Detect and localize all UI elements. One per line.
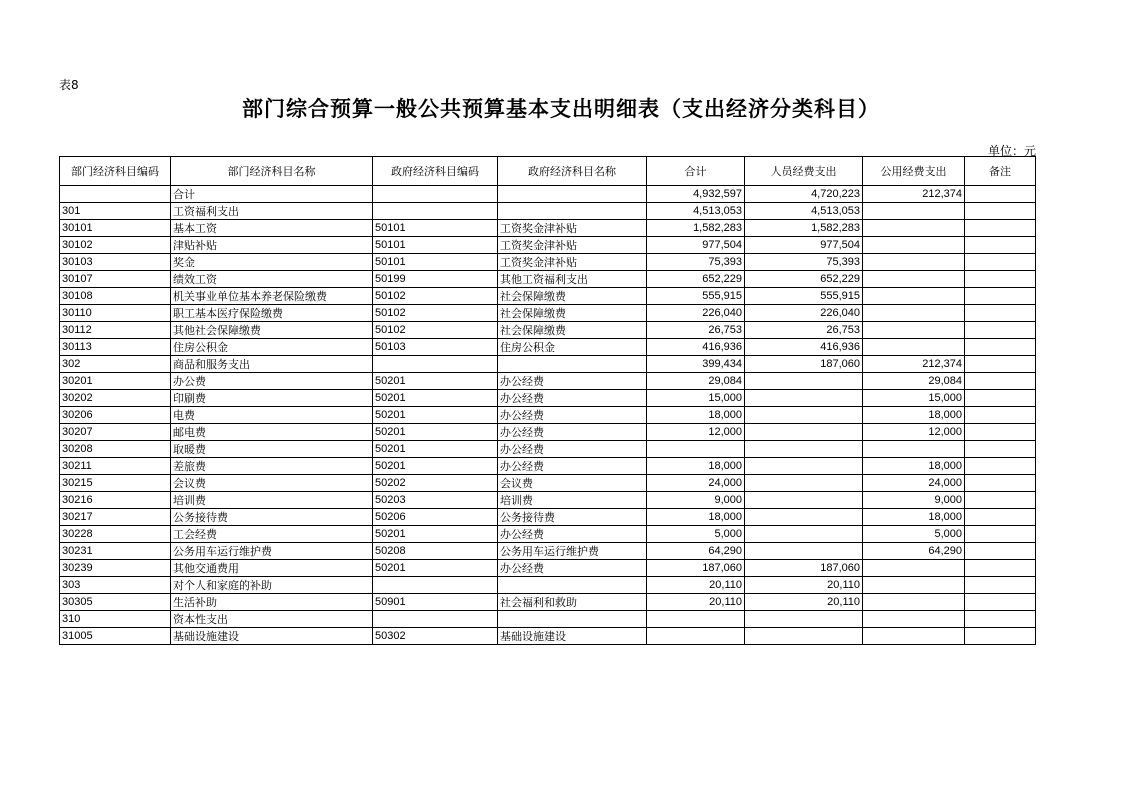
table-row [60,509,1036,526]
gov-code-cell: 50201 [373,560,498,577]
econ-code-cell: 30101 [60,220,171,237]
table-row [60,237,1036,254]
table-row [60,407,1036,424]
public-cell [863,220,965,237]
gov-code-cell: 50102 [373,322,498,339]
budget-detail-table [59,156,1036,645]
table-row [60,339,1036,356]
personnel-cell [745,424,863,441]
gov-code-cell: 50901 [373,594,498,611]
econ-code-cell: 30112 [60,322,171,339]
gov-name-cell: 办公经费 [498,526,647,543]
note-cell [965,373,1036,390]
table-row [60,390,1036,407]
econ-name-cell: 绩效工资 [171,271,373,288]
econ-name-cell: 公务用车运行维护费 [171,543,373,560]
gov-code-cell: 50201 [373,390,498,407]
note-cell [965,628,1036,645]
personnel-cell [745,407,863,424]
gov-code-cell: 50203 [373,492,498,509]
note-cell [965,322,1036,339]
econ-code-cell: 30305 [60,594,171,611]
gov-name-cell [498,356,647,373]
gov-code-cell: 50101 [373,220,498,237]
econ-name-cell: 生活补助 [171,594,373,611]
gov-name-cell: 培训费 [498,492,647,509]
econ-code-cell: 30206 [60,407,171,424]
public-cell [863,271,965,288]
gov-code-cell: 50102 [373,288,498,305]
personnel-cell: 20,110 [745,594,863,611]
total-cell: 4,513,053 [647,203,745,220]
personnel-cell: 652,229 [745,271,863,288]
econ-name-cell: 邮电费 [171,424,373,441]
gov-name-cell [498,611,647,628]
personnel-cell [745,390,863,407]
personnel-cell [745,611,863,628]
gov-name-cell: 办公经费 [498,407,647,424]
personnel-cell: 4,513,053 [745,203,863,220]
note-cell [965,220,1036,237]
gov-name-cell: 公务接待费 [498,509,647,526]
total-cell: 187,060 [647,560,745,577]
econ-name-cell: 资本性支出 [171,611,373,628]
gov-name-cell: 其他工资福利支出 [498,271,647,288]
personnel-cell: 555,915 [745,288,863,305]
note-cell [965,594,1036,611]
gov-name-cell [498,203,647,220]
econ-name-cell: 机关事业单位基本养老保险缴费 [171,288,373,305]
econ-name-cell: 印刷费 [171,390,373,407]
personnel-cell [745,475,863,492]
table-row [60,356,1036,373]
econ-code-cell: 30239 [60,560,171,577]
table-row [60,288,1036,305]
econ-name-cell: 公务接待费 [171,509,373,526]
note-cell [965,390,1036,407]
public-cell [863,628,965,645]
total-cell: 18,000 [647,509,745,526]
gov-name-cell: 社会福利和救助 [498,594,647,611]
table-row [60,526,1036,543]
table-row [60,220,1036,237]
personnel-cell [745,543,863,560]
personnel-cell [745,458,863,475]
personnel-cell: 187,060 [745,560,863,577]
table-row [60,577,1036,594]
econ-code-cell: 30231 [60,543,171,560]
total-cell [647,611,745,628]
note-cell [965,203,1036,220]
gov-name-cell: 办公经费 [498,424,647,441]
econ-code-cell: 303 [60,577,171,594]
table-row [60,271,1036,288]
note-cell [965,356,1036,373]
public-cell [863,611,965,628]
table-row [60,305,1036,322]
econ-name-cell: 基础设施建设 [171,628,373,645]
total-cell: 29,084 [647,373,745,390]
note-cell [965,254,1036,271]
total-cell: 555,915 [647,288,745,305]
gov-name-cell: 公务用车运行维护费 [498,543,647,560]
total-cell: 20,110 [647,577,745,594]
table-row [60,543,1036,560]
gov-name-cell: 基础设施建设 [498,628,647,645]
public-cell [863,288,965,305]
total-cell: 75,393 [647,254,745,271]
gov-code-cell: 50208 [373,543,498,560]
econ-code-cell: 30216 [60,492,171,509]
public-cell: 15,000 [863,390,965,407]
gov-code-cell: 50199 [373,271,498,288]
gov-name-cell: 办公经费 [498,390,647,407]
public-cell [863,577,965,594]
total-cell: 18,000 [647,407,745,424]
gov-code-cell: 50101 [373,237,498,254]
gov-code-cell: 50103 [373,339,498,356]
note-cell [965,305,1036,322]
total-cell: 4,932,597 [647,186,745,203]
econ-code-cell: 30113 [60,339,171,356]
column-header: 备注 [965,157,1036,186]
gov-code-cell [373,186,498,203]
column-header: 部门经济科目编码 [60,157,171,186]
econ-code-cell: 302 [60,356,171,373]
econ-name-cell: 对个人和家庭的补助 [171,577,373,594]
public-cell [863,560,965,577]
econ-name-cell: 工会经费 [171,526,373,543]
table-row [60,492,1036,509]
econ-name-cell: 奖金 [171,254,373,271]
total-cell: 9,000 [647,492,745,509]
gov-code-cell: 50201 [373,407,498,424]
personnel-cell: 1,582,283 [745,220,863,237]
total-cell: 26,753 [647,322,745,339]
econ-name-cell: 住房公积金 [171,339,373,356]
econ-name-cell: 商品和服务支出 [171,356,373,373]
gov-name-cell [498,186,647,203]
personnel-cell: 20,110 [745,577,863,594]
gov-name-cell: 办公经费 [498,560,647,577]
gov-name-cell: 工资奖金津补贴 [498,254,647,271]
econ-code-cell: 30102 [60,237,171,254]
gov-code-cell [373,203,498,220]
table-row [60,628,1036,645]
table-row [60,594,1036,611]
total-cell: 18,000 [647,458,745,475]
public-cell: 64,290 [863,543,965,560]
total-cell: 20,110 [647,594,745,611]
public-cell: 18,000 [863,407,965,424]
unit-label: 单位：元 [988,144,1037,158]
total-cell: 15,000 [647,390,745,407]
personnel-cell [745,441,863,458]
table-row [60,560,1036,577]
table-row [60,441,1036,458]
personnel-cell: 75,393 [745,254,863,271]
note-cell [965,475,1036,492]
total-cell: 652,229 [647,271,745,288]
gov-code-cell [373,356,498,373]
econ-code-cell: 30103 [60,254,171,271]
gov-code-cell: 50101 [373,254,498,271]
gov-name-cell: 办公经费 [498,458,647,475]
econ-code-cell: 30208 [60,441,171,458]
econ-code-cell [60,186,171,203]
note-cell [965,186,1036,203]
personnel-cell: 26,753 [745,322,863,339]
econ-name-cell: 办公费 [171,373,373,390]
gov-name-cell: 工资奖金津补贴 [498,220,647,237]
econ-name-cell: 职工基本医疗保险缴费 [171,305,373,322]
econ-code-cell: 310 [60,611,171,628]
public-cell [863,254,965,271]
econ-name-cell: 津贴补贴 [171,237,373,254]
gov-name-cell: 社会保障缴费 [498,305,647,322]
gov-code-cell: 50102 [373,305,498,322]
econ-name-cell: 其他交通费用 [171,560,373,577]
table-row [60,322,1036,339]
table-row [60,611,1036,628]
note-cell [965,509,1036,526]
column-header: 人员经费支出 [745,157,863,186]
gov-code-cell: 50206 [373,509,498,526]
gov-code-cell: 50302 [373,628,498,645]
note-cell [965,560,1036,577]
econ-code-cell: 30215 [60,475,171,492]
econ-code-cell: 30110 [60,305,171,322]
column-header: 合计 [647,157,745,186]
table-row [60,424,1036,441]
table-row [60,475,1036,492]
econ-code-cell: 30217 [60,509,171,526]
total-cell: 977,504 [647,237,745,254]
page-title: 部门综合预算一般公共预算基本支出明细表（支出经济分类科目） [242,96,880,121]
econ-code-cell: 30201 [60,373,171,390]
personnel-cell [745,509,863,526]
note-cell [965,441,1036,458]
note-cell [965,492,1036,509]
personnel-cell: 416,936 [745,339,863,356]
note-cell [965,407,1036,424]
gov-code-cell [373,577,498,594]
gov-name-cell: 社会保障缴费 [498,288,647,305]
public-cell: 9,000 [863,492,965,509]
econ-name-cell: 电费 [171,407,373,424]
table-row [60,254,1036,271]
public-cell: 212,374 [863,186,965,203]
table-body [60,186,1036,645]
gov-code-cell: 50202 [373,475,498,492]
public-cell [863,441,965,458]
column-header: 政府经济科目名称 [498,157,647,186]
public-cell: 5,000 [863,526,965,543]
public-cell [863,237,965,254]
gov-name-cell: 办公经费 [498,373,647,390]
econ-name-cell: 会议费 [171,475,373,492]
econ-name-cell: 其他社会保障缴费 [171,322,373,339]
public-cell: 29,084 [863,373,965,390]
total-cell: 12,000 [647,424,745,441]
public-cell: 18,000 [863,458,965,475]
gov-code-cell: 50201 [373,458,498,475]
table-row [60,373,1036,390]
note-cell [965,526,1036,543]
gov-name-cell: 办公经费 [498,441,647,458]
econ-code-cell: 30108 [60,288,171,305]
personnel-cell: 977,504 [745,237,863,254]
table-number-label: 表8 [59,78,79,92]
gov-code-cell [373,611,498,628]
public-cell [863,203,965,220]
note-cell [965,577,1036,594]
total-cell [647,628,745,645]
personnel-cell [745,373,863,390]
total-cell: 5,000 [647,526,745,543]
econ-code-cell: 30207 [60,424,171,441]
public-cell: 18,000 [863,509,965,526]
table-row [60,186,1036,203]
personnel-cell: 226,040 [745,305,863,322]
gov-code-cell: 50201 [373,373,498,390]
personnel-cell [745,526,863,543]
total-cell: 226,040 [647,305,745,322]
note-cell [965,271,1036,288]
public-cell: 212,374 [863,356,965,373]
gov-name-cell: 社会保障缴费 [498,322,647,339]
gov-code-cell: 50201 [373,441,498,458]
total-cell: 24,000 [647,475,745,492]
personnel-cell [745,492,863,509]
total-cell: 399,434 [647,356,745,373]
public-cell [863,305,965,322]
total-cell: 1,582,283 [647,220,745,237]
column-header: 公用经费支出 [863,157,965,186]
public-cell [863,594,965,611]
gov-code-cell: 50201 [373,526,498,543]
table-row [60,203,1036,220]
econ-code-cell: 30202 [60,390,171,407]
total-cell: 416,936 [647,339,745,356]
gov-name-cell: 工资奖金津补贴 [498,237,647,254]
column-header: 部门经济科目名称 [171,157,373,186]
public-cell: 12,000 [863,424,965,441]
gov-name-cell: 住房公积金 [498,339,647,356]
econ-name-cell: 工资福利支出 [171,203,373,220]
econ-name-cell: 培训费 [171,492,373,509]
econ-name-cell: 基本工资 [171,220,373,237]
note-cell [965,424,1036,441]
econ-code-cell: 30228 [60,526,171,543]
econ-code-cell: 30107 [60,271,171,288]
econ-name-cell: 取暖费 [171,441,373,458]
econ-code-cell: 31005 [60,628,171,645]
gov-code-cell: 50201 [373,424,498,441]
gov-name-cell [498,577,647,594]
note-cell [965,339,1036,356]
personnel-cell: 4,720,223 [745,186,863,203]
public-cell [863,339,965,356]
total-cell [647,441,745,458]
personnel-cell [745,628,863,645]
personnel-cell: 187,060 [745,356,863,373]
public-cell [863,322,965,339]
note-cell [965,237,1036,254]
econ-code-cell: 301 [60,203,171,220]
econ-name-cell: 差旅费 [171,458,373,475]
note-cell [965,611,1036,628]
note-cell [965,543,1036,560]
note-cell [965,288,1036,305]
total-cell: 64,290 [647,543,745,560]
public-cell: 24,000 [863,475,965,492]
econ-code-cell: 30211 [60,458,171,475]
column-header: 政府经济科目编码 [373,157,498,186]
gov-name-cell: 会议费 [498,475,647,492]
econ-name-cell: 合计 [171,186,373,203]
note-cell [965,458,1036,475]
table-header-row [60,157,1036,186]
table-row [60,458,1036,475]
